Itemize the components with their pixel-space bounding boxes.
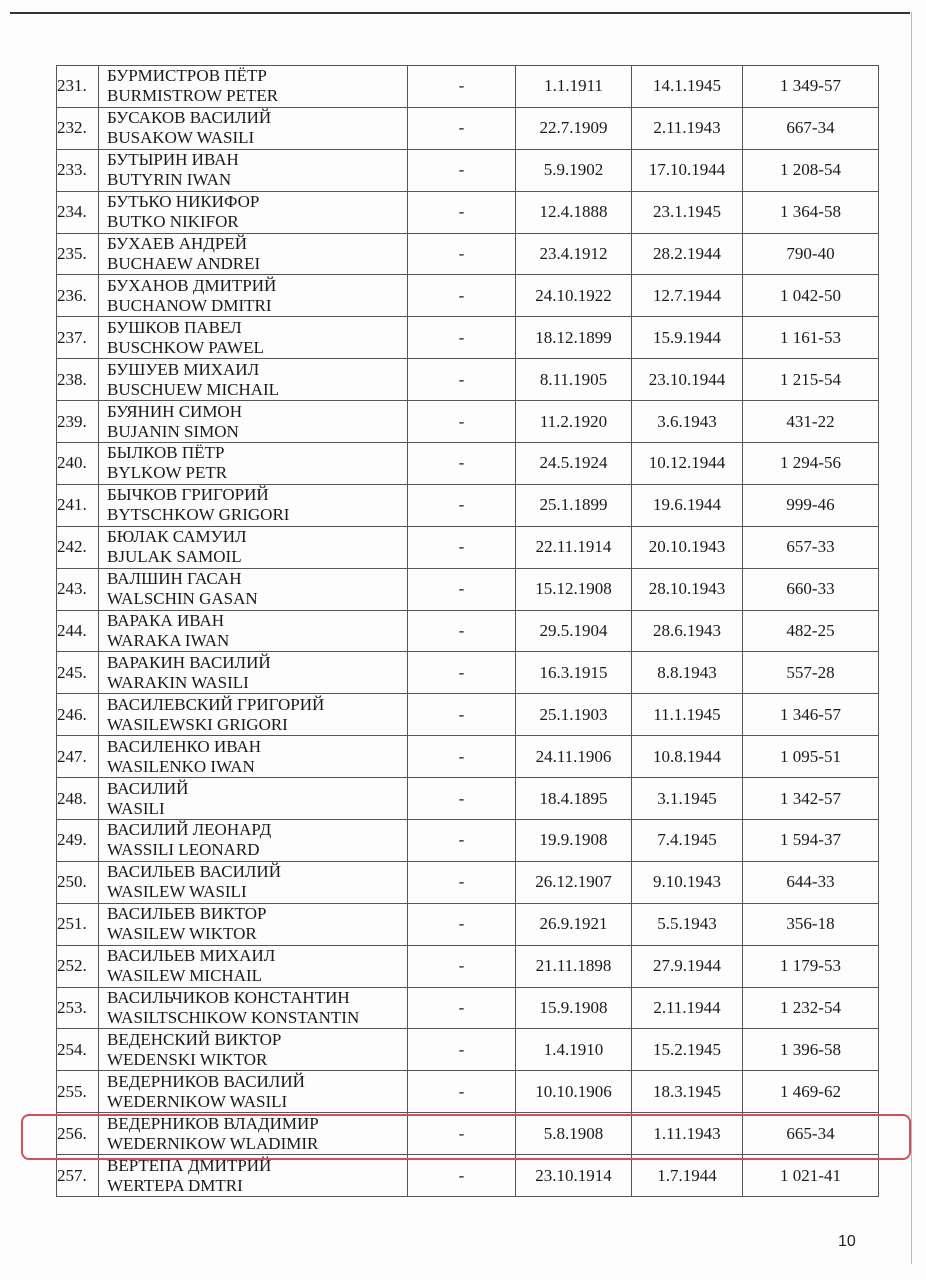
table-row — [57, 736, 879, 778]
name-german: WEDENSKI WIKTOR — [107, 1049, 268, 1069]
empty-field-dash: - — [408, 233, 516, 275]
birth-date: 1.1.1911 — [516, 66, 632, 108]
empty-field-dash: - — [408, 987, 516, 1029]
name-russian: БУЯНИН СИМОН — [107, 401, 242, 421]
row-number: 242. — [57, 526, 99, 568]
row-number: 245. — [57, 652, 99, 694]
name-cell — [99, 66, 408, 108]
death-date: 1.11.1943 — [632, 1113, 743, 1155]
name-german: WARAKIN WASILI — [107, 672, 249, 692]
death-date: 12.7.1944 — [632, 275, 743, 317]
birth-date: 24.11.1906 — [516, 736, 632, 778]
name-german: BUSAKOW WASILI — [107, 128, 255, 148]
name-cell — [99, 317, 408, 359]
grave-location: 1 215-54 — [743, 359, 879, 401]
death-date: 2.11.1944 — [632, 987, 743, 1029]
empty-field-dash: - — [408, 149, 516, 191]
grave-location: 1 161-53 — [743, 317, 879, 359]
empty-field-dash: - — [408, 526, 516, 568]
empty-field-dash: - — [408, 443, 516, 485]
name-cell — [99, 903, 408, 945]
table-row — [57, 694, 879, 736]
empty-field-dash: - — [408, 1029, 516, 1071]
birth-date: 11.2.1920 — [516, 401, 632, 443]
page-number: 10 — [838, 1233, 856, 1250]
name-german: WASILEW WIKTOR — [107, 924, 257, 944]
table-row — [57, 275, 879, 317]
empty-field-dash: - — [408, 568, 516, 610]
grave-location: 1 396-58 — [743, 1029, 879, 1071]
name-german: BYLKOW PETR — [107, 463, 228, 483]
empty-field-dash: - — [408, 736, 516, 778]
row-number: 234. — [57, 191, 99, 233]
birth-date: 22.11.1914 — [516, 526, 632, 568]
row-number: 237. — [57, 317, 99, 359]
name-german: WASSILI LEONARD — [107, 840, 260, 860]
name-russian: БУРМИСТРОВ ПЁТР — [107, 66, 267, 86]
table-body — [57, 66, 879, 1197]
row-number: 254. — [57, 1029, 99, 1071]
death-date: 19.6.1944 — [632, 484, 743, 526]
grave-location: 1 349-57 — [743, 66, 879, 108]
table-row — [57, 1071, 879, 1113]
birth-date: 26.12.1907 — [516, 861, 632, 903]
name-cell — [99, 1071, 408, 1113]
birth-date: 23.4.1912 — [516, 233, 632, 275]
burial-list-table — [56, 65, 879, 1197]
name-russian: БУХАЕВ АНДРЕЙ — [107, 234, 247, 253]
grave-location: 790-40 — [743, 233, 879, 275]
name-russian: БЮЛАК САМУИЛ — [107, 527, 247, 547]
empty-field-dash: - — [408, 610, 516, 652]
death-date: 3.1.1945 — [632, 778, 743, 820]
name-cell — [99, 1155, 408, 1197]
empty-field-dash: - — [408, 945, 516, 987]
name-russian: БЫЛКОВ ПЁТР — [107, 443, 225, 463]
name-cell — [99, 1113, 408, 1155]
name-russian: БУХАНОВ ДМИТРИЙ — [107, 275, 277, 295]
name-cell — [99, 987, 408, 1029]
name-german: WASILENKO IWAN — [107, 756, 255, 776]
grave-location: 660-33 — [743, 568, 879, 610]
name-cell — [99, 736, 408, 778]
table-row — [57, 1155, 879, 1197]
birth-date: 24.5.1924 — [516, 443, 632, 485]
birth-date: 5.9.1902 — [516, 149, 632, 191]
grave-location: 1 179-53 — [743, 945, 879, 987]
table-row — [57, 107, 879, 149]
row-number: 236. — [57, 275, 99, 317]
name-cell — [99, 149, 408, 191]
name-russian: ВАСИЛЬЕВ ВИКТОР — [107, 904, 267, 924]
row-number: 244. — [57, 610, 99, 652]
death-date: 1.7.1944 — [632, 1155, 743, 1197]
name-russian: ВЕДЕНСКИЙ ВИКТОР — [107, 1029, 282, 1049]
name-cell — [99, 401, 408, 443]
death-date: 27.9.1944 — [632, 945, 743, 987]
grave-location: 557-28 — [743, 652, 879, 694]
table-row — [57, 484, 879, 526]
empty-field-dash: - — [408, 66, 516, 108]
empty-field-dash: - — [408, 1155, 516, 1197]
name-german: WASILEW MICHAIL — [107, 966, 263, 986]
row-number: 247. — [57, 736, 99, 778]
table-row — [57, 610, 879, 652]
name-german: WEDERNIKOW WASILI — [107, 1091, 288, 1111]
death-date: 28.6.1943 — [632, 610, 743, 652]
death-date: 15.9.1944 — [632, 317, 743, 359]
name-russian: ВАРАКА ИВАН — [107, 611, 225, 631]
name-russian: ВАСИЛЕВСКИЙ ГРИГОРИЙ — [107, 694, 325, 714]
death-date: 28.10.1943 — [632, 568, 743, 610]
name-russian: БУТЫРИН ИВАН — [107, 150, 239, 170]
name-cell — [99, 191, 408, 233]
grave-location: 657-33 — [743, 526, 879, 568]
row-number: 256. — [57, 1113, 99, 1155]
name-cell — [99, 568, 408, 610]
empty-field-dash: - — [408, 317, 516, 359]
table-row — [57, 652, 879, 694]
name-cell — [99, 610, 408, 652]
row-number: 246. — [57, 694, 99, 736]
death-date: 10.8.1944 — [632, 736, 743, 778]
name-german: WASILTSCHIKOW KONSTANTIN — [107, 1008, 360, 1028]
death-date: 10.12.1944 — [632, 443, 743, 485]
name-cell — [99, 820, 408, 862]
name-russian: ВАСИЛЕНКО ИВАН — [107, 736, 262, 756]
birth-date: 24.10.1922 — [516, 275, 632, 317]
name-german: BURMISTROW PETER — [107, 86, 279, 106]
name-german: BUCHAEW ANDREI — [107, 254, 261, 273]
empty-field-dash: - — [408, 191, 516, 233]
name-russian: ВАСИЛЬЕВ ВАСИЛИЙ — [107, 862, 281, 882]
row-number: 238. — [57, 359, 99, 401]
empty-field-dash: - — [408, 275, 516, 317]
row-number: 240. — [57, 443, 99, 485]
name-russian: БЫЧКОВ ГРИГОРИЙ — [107, 485, 269, 505]
name-russian: БУШУЕВ МИХАИЛ — [107, 359, 260, 379]
row-number: 241. — [57, 484, 99, 526]
name-german: BUTYRIN IWAN — [107, 170, 232, 190]
row-number: 239. — [57, 401, 99, 443]
grave-location: 1 294-56 — [743, 443, 879, 485]
table-row — [57, 149, 879, 191]
name-cell — [99, 1029, 408, 1071]
name-german: WASILI — [107, 798, 165, 818]
empty-field-dash: - — [408, 484, 516, 526]
table-row — [57, 1113, 879, 1155]
name-german: WARAKA IWAN — [107, 631, 230, 651]
name-russian: ВАСИЛЬЧИКОВ КОНСТАНТИН — [107, 988, 350, 1008]
name-german: WEDERNIKOW WLADIMIR — [107, 1133, 319, 1153]
name-russian: ВЕДЕРНИКОВ ВАСИЛИЙ — [107, 1071, 305, 1091]
death-date: 5.5.1943 — [632, 903, 743, 945]
birth-date: 26.9.1921 — [516, 903, 632, 945]
table-row — [57, 987, 879, 1029]
row-number: 235. — [57, 233, 99, 275]
table-row — [57, 861, 879, 903]
grave-location: 1 594-37 — [743, 820, 879, 862]
name-russian: ВАСИЛЬЕВ МИХАИЛ — [107, 946, 276, 966]
name-russian: ВЕРТЕПА ДМИТРИЙ — [107, 1155, 272, 1175]
name-german: BJULAK SAMOIL — [107, 547, 242, 567]
birth-date: 16.3.1915 — [516, 652, 632, 694]
grave-location: 1 342-57 — [743, 778, 879, 820]
death-date: 15.2.1945 — [632, 1029, 743, 1071]
death-date: 7.4.1945 — [632, 820, 743, 862]
death-date: 14.1.1945 — [632, 66, 743, 108]
top-rule — [10, 12, 910, 14]
table-row — [57, 568, 879, 610]
name-cell — [99, 526, 408, 568]
table-row — [57, 191, 879, 233]
name-cell — [99, 107, 408, 149]
grave-location: 1 232-54 — [743, 987, 879, 1029]
row-number: 249. — [57, 820, 99, 862]
name-cell — [99, 275, 408, 317]
death-date: 18.3.1945 — [632, 1071, 743, 1113]
birth-date: 5.8.1908 — [516, 1113, 632, 1155]
name-german: BUTKO NIKIFOR — [107, 212, 239, 232]
birth-date: 1.4.1910 — [516, 1029, 632, 1071]
row-number: 251. — [57, 903, 99, 945]
grave-location: 1 346-57 — [743, 694, 879, 736]
name-german: WERTEPA DMTRI — [107, 1175, 243, 1195]
grave-location: 1 208-54 — [743, 149, 879, 191]
death-date: 11.1.1945 — [632, 694, 743, 736]
grave-location: 431-22 — [743, 401, 879, 443]
name-russian: ВАРАКИН ВАСИЛИЙ — [107, 652, 271, 672]
birth-date: 25.1.1899 — [516, 484, 632, 526]
row-number: 257. — [57, 1155, 99, 1197]
birth-date: 23.10.1914 — [516, 1155, 632, 1197]
name-cell — [99, 443, 408, 485]
grave-location: 1 042-50 — [743, 275, 879, 317]
table-row — [57, 1029, 879, 1071]
page-right-edge — [911, 12, 912, 1264]
row-number: 233. — [57, 149, 99, 191]
empty-field-dash: - — [408, 401, 516, 443]
birth-date: 8.11.1905 — [516, 359, 632, 401]
name-russian: ВАСИЛИЙ — [107, 778, 189, 798]
name-russian: БУШКОВ ПАВЕЛ — [107, 317, 242, 337]
grave-location: 482-25 — [743, 610, 879, 652]
row-number: 252. — [57, 945, 99, 987]
row-number: 253. — [57, 987, 99, 1029]
death-date: 9.10.1943 — [632, 861, 743, 903]
empty-field-dash: - — [408, 778, 516, 820]
birth-date: 15.9.1908 — [516, 987, 632, 1029]
table-row — [57, 401, 879, 443]
grave-location: 1 021-41 — [743, 1155, 879, 1197]
name-german: BYTSCHKOW GRIGORI — [107, 505, 290, 525]
row-number: 255. — [57, 1071, 99, 1113]
empty-field-dash: - — [408, 820, 516, 862]
row-number: 243. — [57, 568, 99, 610]
birth-date: 19.9.1908 — [516, 820, 632, 862]
grave-location: 1 469-62 — [743, 1071, 879, 1113]
death-date: 8.8.1943 — [632, 652, 743, 694]
name-cell — [99, 861, 408, 903]
birth-date: 25.1.1903 — [516, 694, 632, 736]
birth-date: 22.7.1909 — [516, 107, 632, 149]
name-russian: БУСАКОВ ВАСИЛИЙ — [107, 108, 272, 128]
grave-location: 356-18 — [743, 903, 879, 945]
table-row — [57, 903, 879, 945]
name-german: BUSCHUEW MICHAIL — [107, 379, 280, 399]
grave-location: 999-46 — [743, 484, 879, 526]
name-german: WALSCHIN GASAN — [107, 589, 258, 609]
name-german: WASILEWSKI GRIGORI — [107, 714, 288, 734]
table-row — [57, 233, 879, 275]
birth-date: 18.4.1895 — [516, 778, 632, 820]
grave-location: 1 095-51 — [743, 736, 879, 778]
table-row — [57, 945, 879, 987]
name-german: BUSCHKOW PAWEL — [107, 337, 264, 357]
name-german: BUCHANOW DMITRI — [107, 295, 272, 315]
table-row — [57, 359, 879, 401]
name-cell — [99, 652, 408, 694]
empty-field-dash: - — [408, 652, 516, 694]
name-russian: ВЕДЕРНИКОВ ВЛАДИМИР — [107, 1113, 319, 1133]
birth-date: 10.10.1906 — [516, 1071, 632, 1113]
table-row — [57, 820, 879, 862]
row-number: 250. — [57, 861, 99, 903]
table-row — [57, 66, 879, 108]
death-date: 23.10.1944 — [632, 359, 743, 401]
birth-date: 18.12.1899 — [516, 317, 632, 359]
name-cell — [99, 359, 408, 401]
empty-field-dash: - — [408, 861, 516, 903]
name-cell — [99, 694, 408, 736]
empty-field-dash: - — [408, 694, 516, 736]
name-german: BUJANIN SIMON — [107, 421, 239, 441]
empty-field-dash: - — [408, 1071, 516, 1113]
empty-field-dash: - — [408, 359, 516, 401]
empty-field-dash: - — [408, 107, 516, 149]
name-cell — [99, 233, 408, 275]
name-cell — [99, 945, 408, 987]
death-date: 2.11.1943 — [632, 107, 743, 149]
row-number: 248. — [57, 778, 99, 820]
empty-field-dash: - — [408, 903, 516, 945]
row-number: 231. — [57, 66, 99, 108]
table-row — [57, 778, 879, 820]
name-cell — [99, 778, 408, 820]
grave-location: 1 364-58 — [743, 191, 879, 233]
table-row — [57, 443, 879, 485]
name-german: WASILEW WASILI — [107, 882, 247, 902]
birth-date: 15.12.1908 — [516, 568, 632, 610]
table-row — [57, 526, 879, 568]
death-date: 3.6.1943 — [632, 401, 743, 443]
birth-date: 21.11.1898 — [516, 945, 632, 987]
name-russian: ВАЛШИН ГАСАН — [107, 569, 242, 589]
birth-date: 12.4.1888 — [516, 191, 632, 233]
table-row — [57, 317, 879, 359]
death-date: 28.2.1944 — [632, 233, 743, 275]
grave-location: 644-33 — [743, 861, 879, 903]
death-date: 17.10.1944 — [632, 149, 743, 191]
empty-field-dash: - — [408, 1113, 516, 1155]
grave-location: 665-34 — [743, 1113, 879, 1155]
name-russian: ВАСИЛИЙ ЛЕОНАРД — [107, 820, 272, 840]
death-date: 20.10.1943 — [632, 526, 743, 568]
name-russian: БУТЬКО НИКИФОР — [107, 192, 260, 212]
grave-location: 667-34 — [743, 107, 879, 149]
birth-date: 29.5.1904 — [516, 610, 632, 652]
death-date: 23.1.1945 — [632, 191, 743, 233]
name-cell — [99, 484, 408, 526]
row-number: 232. — [57, 107, 99, 149]
